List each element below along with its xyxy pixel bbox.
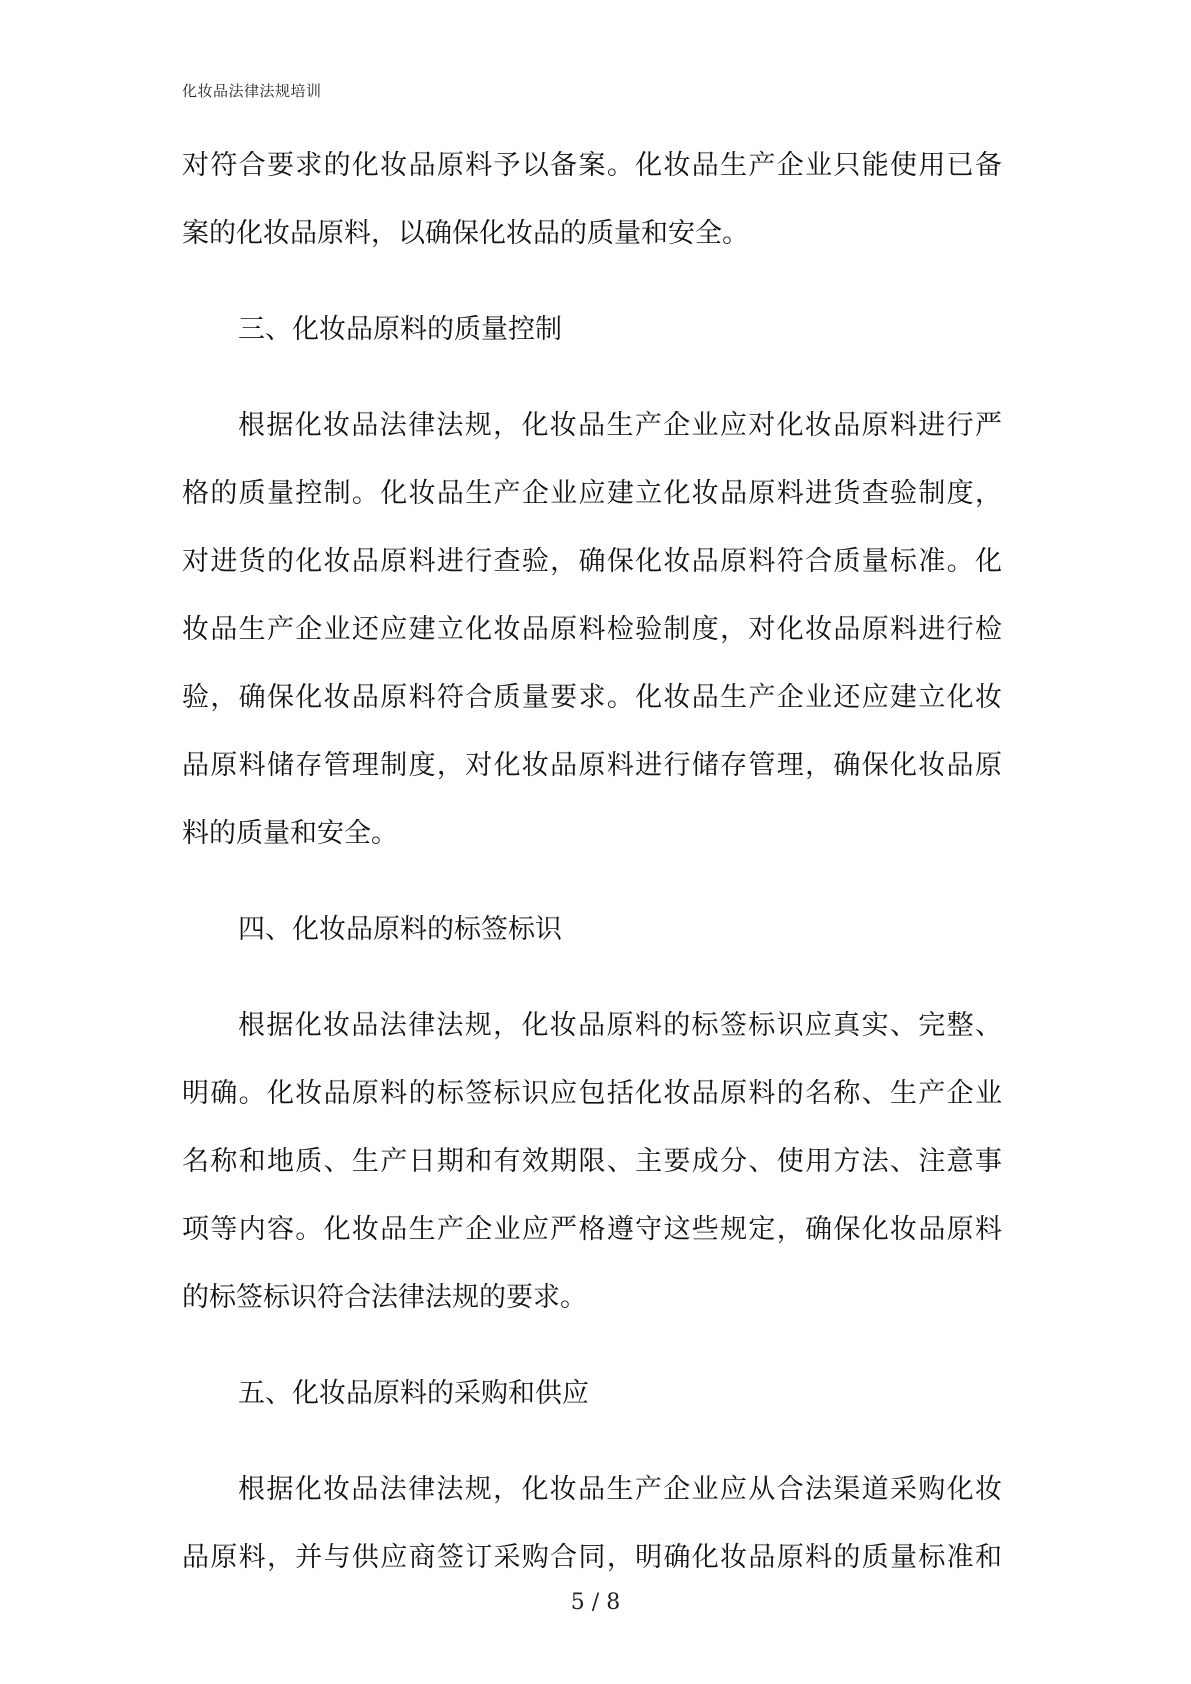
paragraph-line: 对符合要求的化妆品原料予以备案。化妆品生产企业只能使用已备 xyxy=(182,150,1002,181)
paragraph-procurement xyxy=(182,1456,1002,1592)
running-header: 化妆品法律法规培训 xyxy=(182,82,322,100)
paragraph-line: 根据化妆品法律法规，化妆品生产企业应对化妆品原料进行严 xyxy=(238,410,1002,441)
paragraph-line: 明确。化妆品原料的标签标识应包括化妆品原料的名称、生产企业 xyxy=(182,1078,1002,1109)
section-heading-procurement: 五、化妆品原料的采购和供应 xyxy=(238,1378,589,1409)
paragraph-filing xyxy=(182,132,1002,268)
section-heading-labeling: 四、化妆品原料的标签标识 xyxy=(238,914,562,945)
paragraph-line: 验，确保化妆品原料符合质量要求。化妆品生产企业还应建立化妆 xyxy=(182,682,1002,713)
paragraph-line: 的标签标识符合法律法规的要求。 xyxy=(182,1282,587,1313)
paragraph-line: 品原料储存管理制度，对化妆品原料进行储存管理，确保化妆品原 xyxy=(182,750,1002,781)
paragraph-line: 妆品生产企业还应建立化妆品原料检验制度，对化妆品原料进行检 xyxy=(182,614,1002,645)
paragraph-line: 料的质量和安全。 xyxy=(182,818,398,849)
paragraph-line: 名称和地质、生产日期和有效期限、主要成分、使用方法、注意事 xyxy=(182,1146,1002,1177)
page-number: 5 / 8 xyxy=(570,1590,621,1615)
paragraph-line: 根据化妆品法律法规，化妆品生产企业应从合法渠道采购化妆 xyxy=(238,1474,1002,1505)
paragraph-line: 对进货的化妆品原料进行查验，确保化妆品原料符合质量标准。化 xyxy=(182,546,1002,577)
paragraph-line: 根据化妆品法律法规，化妆品原料的标签标识应真实、完整、 xyxy=(238,1010,1002,1041)
paragraph-labeling xyxy=(182,992,1002,1332)
section-heading-quality-control: 三、化妆品原料的质量控制 xyxy=(238,314,562,345)
paragraph-line: 格的质量控制。化妆品生产企业应建立化妆品原料进货查验制度， xyxy=(182,478,1002,509)
document-body xyxy=(182,132,1002,1592)
paragraph-quality-control xyxy=(182,392,1002,868)
paragraph-line: 项等内容。化妆品生产企业应严格遵守这些规定，确保化妆品原料 xyxy=(182,1214,1002,1245)
paragraph-line: 品原料，并与供应商签订采购合同，明确化妆品原料的质量标准和 xyxy=(182,1542,1002,1573)
paragraph-line: 案的化妆品原料，以确保化妆品的质量和安全。 xyxy=(182,218,749,249)
